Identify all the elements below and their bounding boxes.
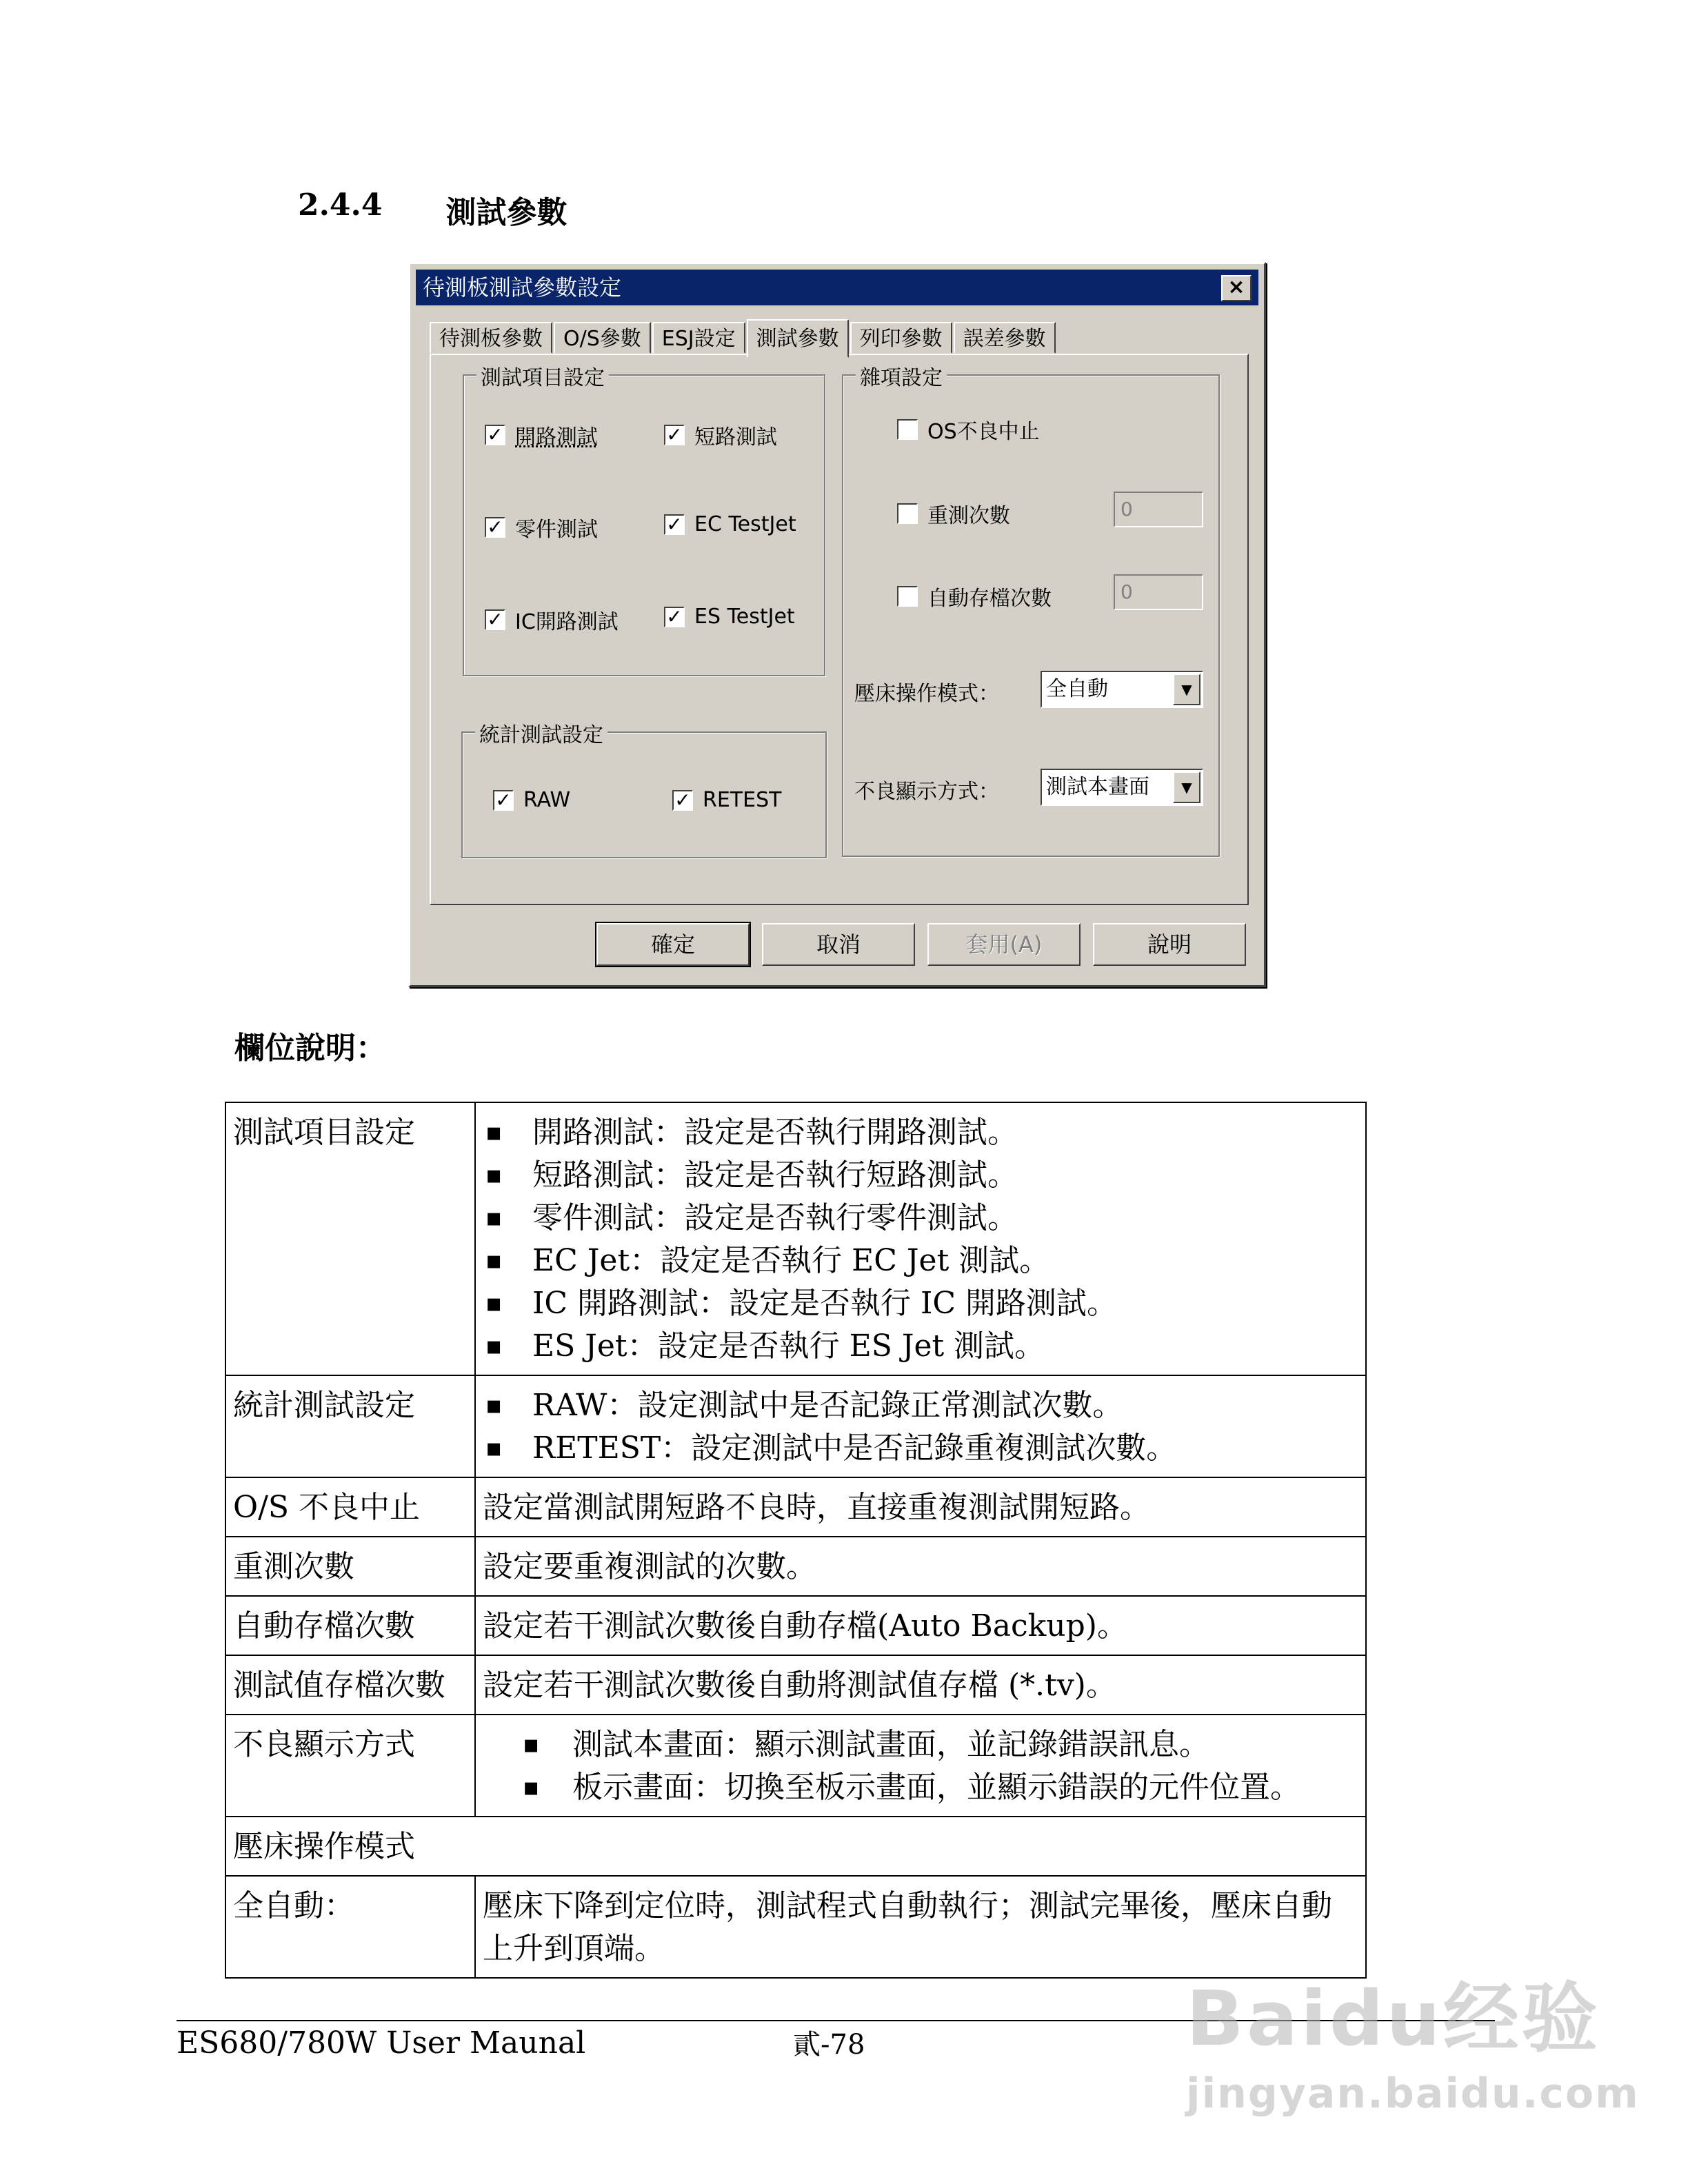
- press-mode-value: 全自動: [1046, 677, 1108, 701]
- part-test-label: 零件測試: [515, 518, 598, 542]
- tab-panel: [430, 354, 1249, 905]
- row-desc: [475, 1102, 1366, 1375]
- row-name: 重測次數: [225, 1537, 475, 1596]
- retest-checkbox[interactable]: [672, 788, 781, 812]
- raw-label: RAW: [523, 788, 571, 812]
- table-row: [225, 1477, 1366, 1537]
- row-desc: 設定當測試開短路不良時，直接重複測試開短路。: [475, 1477, 1366, 1537]
- retest-label: RETEST: [703, 788, 782, 812]
- list-item: ▪ ES Jet：設定是否執行 ES Jet 測試。: [483, 1325, 1358, 1368]
- press-mode-select[interactable]: [1041, 671, 1203, 708]
- fail-display-label: 不良顯示方式：: [854, 780, 999, 804]
- row-desc: 設定若干測試次數後自動將測試值存檔 (*.tv)。: [475, 1655, 1366, 1715]
- row-desc: 設定若干測試次數後自動存檔(Auto Backup)。: [475, 1596, 1366, 1655]
- check-icon: ✓: [664, 425, 685, 445]
- row-name: O/S 不良中止: [225, 1477, 475, 1537]
- list-item: ▪ 板示畫面：切換至板示畫面，並顯示錯誤的元件位置。: [483, 1766, 1358, 1809]
- row-name: 壓床操作模式: [225, 1817, 1366, 1876]
- open-test-checkbox[interactable]: [485, 420, 598, 450]
- autosave-count-checkbox[interactable]: [897, 581, 1052, 611]
- dialog-title: 待測板測試參數設定: [423, 274, 622, 301]
- table-row: [225, 1655, 1366, 1715]
- row-name: 自動存檔次數: [225, 1596, 475, 1655]
- tab-print-params[interactable]: 列印參數: [850, 322, 952, 354]
- table-row: [225, 1102, 1366, 1375]
- row-desc: [475, 1375, 1366, 1477]
- list-item: ▪ 零件測試：設定是否執行零件測試。: [483, 1197, 1358, 1240]
- check-icon: ✓: [493, 790, 514, 811]
- section-title: 測試參數: [445, 195, 567, 230]
- ec-testjet-label: EC TestJet: [694, 512, 796, 536]
- os-stop-label: OS不良中止: [927, 420, 1040, 444]
- autosave-count-input[interactable]: 0: [1114, 574, 1203, 610]
- chevron-down-icon: ▼: [1173, 674, 1200, 705]
- row-name: 測試項目設定: [225, 1102, 475, 1375]
- retest-count-label: 重測次數: [927, 504, 1010, 528]
- section-number: 2.4.4: [298, 188, 383, 223]
- tab-tolerance-params[interactable]: 誤差參數: [954, 322, 1056, 354]
- row-name: 不良顯示方式: [225, 1715, 475, 1817]
- tab-board-params[interactable]: 待測板參數: [430, 322, 552, 354]
- press-mode-label: 壓床操作模式：: [854, 682, 999, 706]
- row-desc: [475, 1715, 1366, 1817]
- es-testjet-checkbox[interactable]: [664, 605, 795, 629]
- settings-dialog: [408, 262, 1266, 987]
- check-icon: ✓: [485, 609, 505, 630]
- chevron-down-icon: ▼: [1173, 771, 1200, 803]
- list-item: ▪ RAW：設定測試中是否記錄正常測試次數。: [483, 1384, 1358, 1427]
- watermark: [1186, 1958, 1640, 2118]
- misc-group-title: 雜項設定: [856, 361, 947, 391]
- watermark-logo: Baidu经验: [1186, 1974, 1600, 2063]
- table-row: [225, 1715, 1366, 1817]
- short-test-checkbox[interactable]: [664, 420, 777, 450]
- tab-test-params[interactable]: 測試參數: [747, 319, 849, 358]
- footer-page-number: 貳-78: [793, 2029, 865, 2061]
- row-name: 統計測試設定: [225, 1375, 475, 1477]
- table-row: [225, 1596, 1366, 1655]
- row-name: 測試值存檔次數: [225, 1655, 475, 1715]
- check-icon: ✓: [672, 790, 693, 811]
- test-items-group: [463, 366, 825, 676]
- tab-esj-settings[interactable]: ESJ設定: [652, 322, 745, 354]
- retest-count-checkbox[interactable]: [897, 498, 1010, 529]
- fail-display-value: 測試本畫面: [1046, 775, 1149, 799]
- row-name: 全自動：: [225, 1876, 475, 1978]
- row-desc: 設定要重複測試的次數。: [475, 1537, 1366, 1596]
- list-item: ▪ RETEST：設定測試中是否記錄重複測試次數。: [483, 1427, 1358, 1470]
- tab-strip: [430, 318, 1057, 354]
- tab-os-params[interactable]: O/S參數: [554, 322, 651, 354]
- apply-button[interactable]: 套用(A): [927, 923, 1081, 966]
- table-row: [225, 1537, 1366, 1596]
- watermark-url: jingyan.baidu.com: [1186, 2070, 1640, 2118]
- es-testjet-label: ES TestJet: [694, 605, 795, 629]
- checkbox-unchecked: [897, 419, 918, 440]
- misc-group: [842, 366, 1220, 857]
- part-test-checkbox[interactable]: [485, 512, 598, 543]
- close-button[interactable]: [1221, 275, 1252, 301]
- ec-testjet-checkbox[interactable]: [664, 512, 796, 536]
- retest-count-input[interactable]: 0: [1114, 492, 1203, 527]
- list-item: ▪ 開路測試：設定是否執行開路測試。: [483, 1111, 1358, 1154]
- ic-open-test-label: IC開路測試: [515, 610, 619, 634]
- cancel-button[interactable]: 取消: [762, 923, 915, 966]
- list-item: ▪ 測試本畫面：顯示測試畫面，並記錄錯誤訊息。: [483, 1723, 1358, 1766]
- short-test-label: 短路測試: [694, 425, 777, 449]
- table-row: [225, 1817, 1366, 1876]
- list-item: ▪ 短路測試：設定是否執行短路測試。: [483, 1154, 1358, 1197]
- autosave-count-label: 自動存檔次數: [927, 587, 1052, 611]
- check-icon: ✓: [485, 517, 505, 538]
- stats-group-title: 統計測試設定: [475, 718, 607, 748]
- field-description-table: [225, 1102, 1367, 1979]
- check-icon: ✓: [485, 425, 505, 445]
- check-icon: ✓: [664, 607, 685, 627]
- raw-checkbox[interactable]: [493, 788, 570, 812]
- list-item: ▪ IC 開路測試：設定是否執行 IC 開路測試。: [483, 1282, 1358, 1325]
- test-items-group-title: 測試項目設定: [476, 361, 609, 391]
- footer-manual-name: ES680/780W User Maunal: [177, 2025, 586, 2061]
- row-desc: 壓床下降到定位時，測試程式自動執行；測試完畢後，壓床自動上升到頂端。: [475, 1876, 1366, 1978]
- checkbox-unchecked: [897, 586, 918, 607]
- list-item: ▪ EC Jet：設定是否執行 EC Jet 測試。: [483, 1240, 1358, 1282]
- os-stop-checkbox[interactable]: [897, 414, 1040, 445]
- fields-heading: 欄位說明：: [234, 1031, 386, 1066]
- checkbox-unchecked: [897, 503, 918, 524]
- stats-group: [461, 723, 827, 858]
- table-row: [225, 1375, 1366, 1477]
- fail-display-select[interactable]: [1041, 769, 1203, 806]
- help-button[interactable]: 說明: [1093, 923, 1246, 966]
- ic-open-test-checkbox[interactable]: [485, 605, 619, 635]
- open-test-label: 開路測試: [515, 425, 598, 449]
- ok-button[interactable]: 確定: [596, 923, 750, 966]
- dialog-titlebar: [416, 270, 1258, 305]
- close-icon: ×: [1227, 275, 1245, 299]
- section-heading: [298, 188, 567, 232]
- check-icon: ✓: [664, 514, 685, 535]
